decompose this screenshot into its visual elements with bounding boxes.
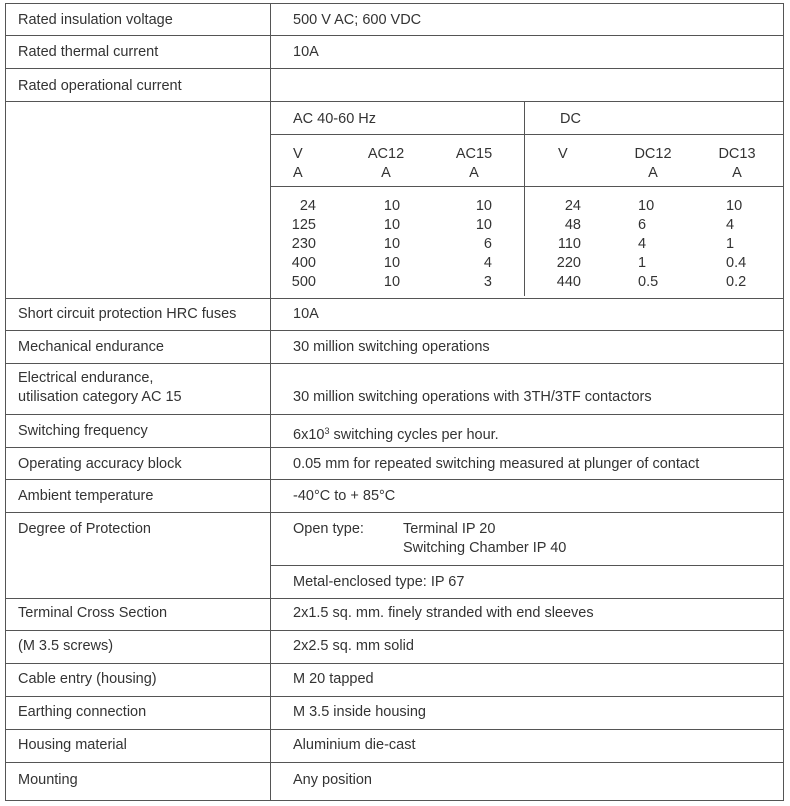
column-ac-volts (276, 197, 316, 292)
cell: 10 (383, 236, 401, 252)
row-housing-material (6, 730, 783, 763)
cell: 4 (726, 217, 735, 233)
cell: 4 (638, 236, 647, 252)
cell: 10 (638, 198, 655, 214)
label-m35-screws: (M 3.5 screws) (18, 638, 114, 654)
specification-table (5, 3, 784, 801)
column-ac15-amps (456, 197, 492, 292)
header-dc12-top: DC12 (634, 146, 672, 162)
header-ac15-bottom: A (469, 165, 479, 181)
label-mechanical-endurance: Mechanical endurance (18, 339, 164, 355)
label-terminal-cross-section: Terminal Cross Section (18, 605, 168, 621)
header-dc12-bottom: A (648, 165, 658, 181)
row-operating-accuracy (6, 448, 783, 480)
ac-title: AC 40-60 Hz (293, 111, 377, 127)
cell: 48 (564, 217, 581, 233)
cell: 24 (564, 198, 581, 214)
label-operational-current: Rated operational current (18, 78, 182, 94)
header-ac15-top: AC15 (455, 146, 493, 162)
value-insulation-voltage: 500 V AC; 600 VDC (293, 12, 422, 28)
cell: 125 (291, 217, 316, 233)
ac-dc-divider (524, 102, 525, 296)
label-ambient-temperature: Ambient temperature (18, 488, 154, 504)
cell: 440 (556, 274, 581, 290)
value-electrical-endurance: 30 million switching operations with 3TH/3TF contactors (293, 389, 652, 405)
label-electrical-endurance-2: utilisation category AC 15 (18, 389, 182, 405)
header-dc-v (558, 145, 568, 164)
header-ac-v-bottom: A (293, 165, 303, 181)
cell: 10 (475, 198, 492, 214)
cell: 110 (557, 236, 581, 252)
cell: 10 (475, 217, 492, 233)
header-dc12 (623, 145, 683, 183)
row-insulation-voltage (6, 4, 783, 36)
cell: 4 (483, 255, 492, 271)
label-housing-material: Housing material (18, 737, 127, 753)
value-short-circuit: 10A (293, 306, 319, 322)
label-switching-frequency: Switching frequency (18, 423, 148, 439)
protection-metal-enclosed: Metal-enclosed type: IP 67 (293, 574, 465, 590)
cell: 1 (638, 255, 647, 271)
cell: 10 (383, 198, 401, 214)
cell: 3 (483, 274, 492, 290)
header-ac12-top: AC12 (367, 146, 405, 162)
row-m35-screws (6, 631, 783, 664)
cell: 500 (291, 274, 316, 290)
value-mounting: Any position (293, 772, 372, 788)
cell: 24 (299, 198, 316, 214)
header-dc13-bottom: A (732, 165, 742, 181)
row-thermal-current (6, 36, 783, 69)
column-ac12-amps (380, 197, 404, 292)
frequency-suffix: switching cycles per hour. (329, 427, 499, 443)
cell: 6 (483, 236, 492, 252)
header-dc-v-top: V (558, 146, 568, 162)
cell: 0.4 (726, 255, 747, 271)
label-electrical-endurance-1: Electrical endurance, (18, 370, 154, 386)
label-cable-entry: Cable entry (housing) (18, 671, 157, 687)
row-switching-frequency (6, 415, 783, 448)
row-degree-of-protection (6, 513, 783, 599)
header-dc13-top: DC13 (718, 146, 756, 162)
value-cable-entry: M 20 tapped (293, 671, 374, 687)
row-ambient-temperature (6, 480, 783, 513)
column-dc-volts (541, 197, 581, 292)
cell: 10 (383, 274, 401, 290)
header-ac15 (444, 145, 504, 183)
cell: 10 (383, 255, 401, 271)
column-dc13-amps (726, 197, 766, 292)
row-earthing-connection (6, 697, 783, 730)
label-short-circuit: Short circuit protection HRC fuses (18, 306, 237, 322)
protection-divider (271, 565, 783, 566)
label-mounting: Mounting (18, 772, 78, 788)
cell: 0.5 (638, 274, 659, 290)
value-earthing-connection: M 3.5 inside housing (293, 704, 426, 720)
frequency-base: 6x10 (293, 427, 325, 443)
row-operational-current (6, 69, 783, 102)
row-mechanical-endurance (6, 331, 783, 364)
row-terminal-cross-section (6, 599, 783, 631)
protection-open-type: Open type: (293, 521, 364, 537)
label-operating-accuracy: Operating accuracy block (18, 456, 182, 472)
row-electrical-endurance (6, 364, 783, 415)
header-ac12-bottom: A (381, 165, 391, 181)
protection-terminal: Terminal IP 20 (403, 521, 496, 537)
header-ac-v-top: V (293, 146, 303, 162)
current-subtable (6, 102, 783, 299)
value-housing-material: Aluminium die-cast (293, 737, 416, 753)
label-earthing-connection: Earthing connection (18, 704, 147, 720)
label-insulation-voltage: Rated insulation voltage (18, 12, 173, 28)
cell: 0.2 (726, 274, 747, 290)
label-degree-of-protection: Degree of Protection (18, 521, 151, 537)
subtable-title-divider (271, 134, 783, 135)
value-ambient-temperature: -40°C to + 85°C (293, 488, 396, 504)
header-dc13 (707, 145, 767, 183)
header-ac12 (356, 145, 416, 183)
value-switching-frequency (293, 422, 499, 445)
header-ac-v (293, 145, 303, 183)
protection-chamber: Switching Chamber IP 40 (403, 540, 567, 556)
cell: 10 (383, 217, 401, 233)
cell: 230 (291, 236, 316, 252)
cell: 400 (291, 255, 316, 271)
cell: 220 (556, 255, 581, 271)
value-m35-screws: 2x2.5 sq. mm solid (293, 638, 414, 654)
value-mechanical-endurance: 30 million switching operations (293, 339, 490, 355)
label-thermal-current: Rated thermal current (18, 44, 159, 60)
cell: 6 (638, 217, 647, 233)
value-operating-accuracy: 0.05 mm for repeated switching measured at plunger of contact (293, 456, 700, 472)
row-cable-entry (6, 664, 783, 697)
column-dc12-amps (638, 197, 678, 292)
value-thermal-current: 10A (293, 44, 319, 60)
cell: 1 (726, 236, 735, 252)
row-short-circuit (6, 299, 783, 331)
subtable-header-divider (271, 186, 783, 187)
row-mounting (6, 763, 783, 800)
frequency-exponent: 3 (324, 426, 330, 436)
cell: 10 (726, 198, 743, 214)
value-terminal-cross-section: 2x1.5 sq. mm. finely stranded with end sleeves (293, 605, 594, 621)
dc-title: DC (560, 111, 581, 127)
